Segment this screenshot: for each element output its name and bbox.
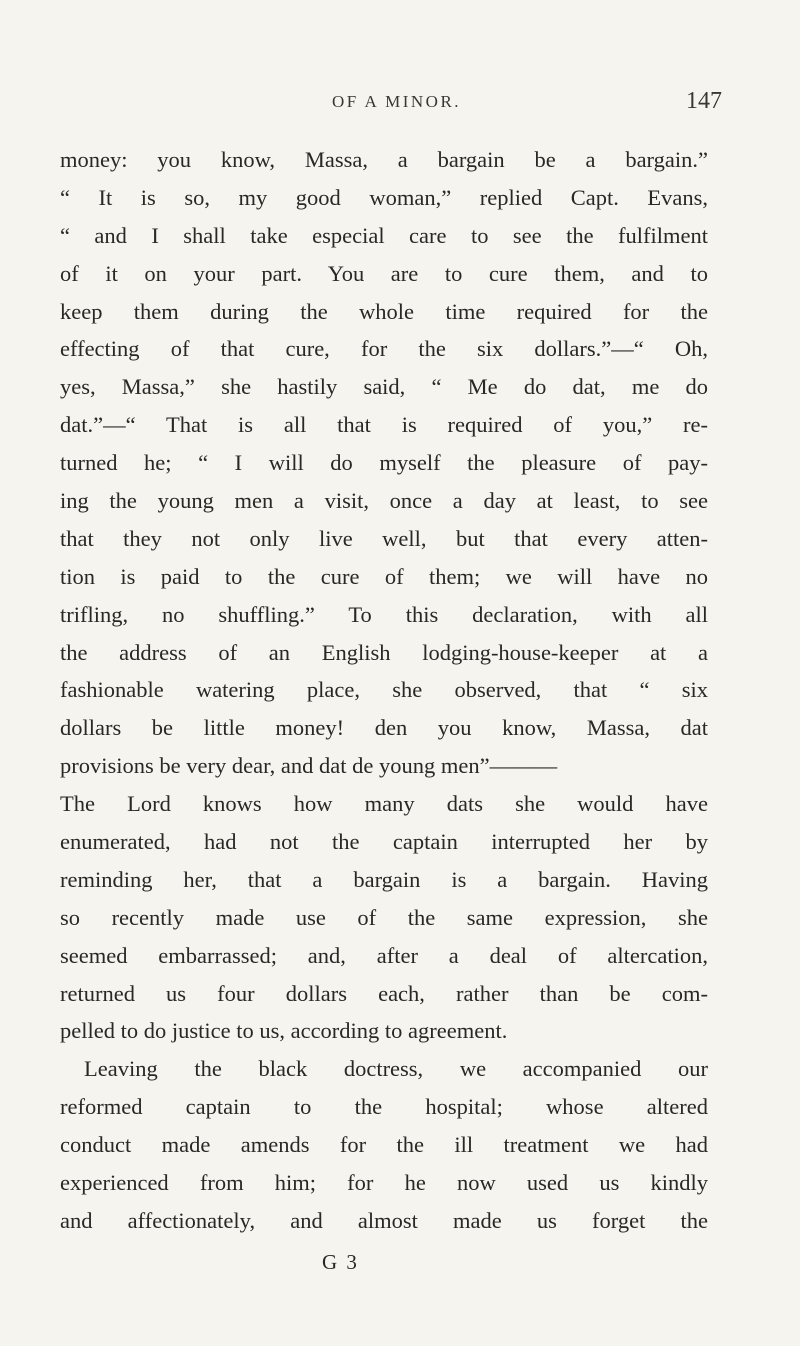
- text-line: The Lord knows how many dats she would have: [60, 791, 708, 817]
- signature-mark: G 3: [322, 1250, 359, 1274]
- body-text: [60, 141, 708, 1240]
- text-line: fashionable watering place, she observed, that “ six: [60, 677, 708, 703]
- text-line: experienced from him; for he now used us kindly: [60, 1170, 708, 1196]
- text-line: trifling, no shuffling.” To this declaration, with all: [60, 601, 708, 627]
- text-line: effecting of that cure, for the six dollars.”—“ Oh,: [60, 336, 708, 362]
- text-line: reformed captain to the hospital; whose altered: [60, 1094, 708, 1120]
- text-line: pelled to do justice to us, according to agreement.: [60, 1018, 508, 1044]
- text-line: so recently made use of the same expression, she: [60, 904, 708, 930]
- text-line: of it on your part. You are to cure them, and to: [60, 260, 708, 286]
- text-line: “ and I shall take especial care to see the fulfilment: [60, 222, 708, 248]
- text-line: ing the young men a visit, once a day at least, to see: [60, 488, 708, 514]
- text-line: the address of an English lodging-house-keeper at a: [60, 639, 708, 665]
- text-line: yes, Massa,” she hastily said, “ Me do dat, me do: [60, 374, 708, 400]
- text-line: dollars be little money! den you know, Massa, dat: [60, 715, 708, 741]
- text-line: provisions be very dear, and dat de young men”———: [60, 753, 558, 779]
- text-line: dat.”—“ That is all that is required of you,” re-: [60, 412, 708, 438]
- page-number: 147: [686, 88, 722, 114]
- text-line: and affectionately, and almost made us forget the: [60, 1207, 708, 1233]
- text-line: Leaving the black doctress, we accompanied our: [84, 1056, 708, 1082]
- text-line: “ It is so, my good woman,” replied Capt. Evans,: [60, 184, 708, 210]
- text-line: returned us four dollars each, rather than be com-: [60, 980, 708, 1006]
- text-line: reminding her, that a bargain is a bargain. Having: [60, 866, 708, 892]
- text-line: turned he; “ I will do myself the pleasure of pay-: [60, 450, 708, 476]
- running-head: OF A MINOR.: [332, 92, 462, 111]
- page-header: [0, 88, 800, 128]
- text-line: enumerated, had not the captain interrupted her by: [60, 829, 708, 855]
- text-line: tion is paid to the cure of them; we will have no: [60, 563, 708, 589]
- text-line: conduct made amends for the ill treatment we had: [60, 1132, 708, 1158]
- text-line: that they not only live well, but that every atten-: [60, 525, 708, 551]
- text-line: money: you know, Massa, a bargain be a bargain.”: [60, 147, 708, 172]
- text-line: keep them during the whole time required for the: [60, 298, 708, 324]
- text-line: seemed embarrassed; and, after a deal of altercation,: [60, 942, 708, 968]
